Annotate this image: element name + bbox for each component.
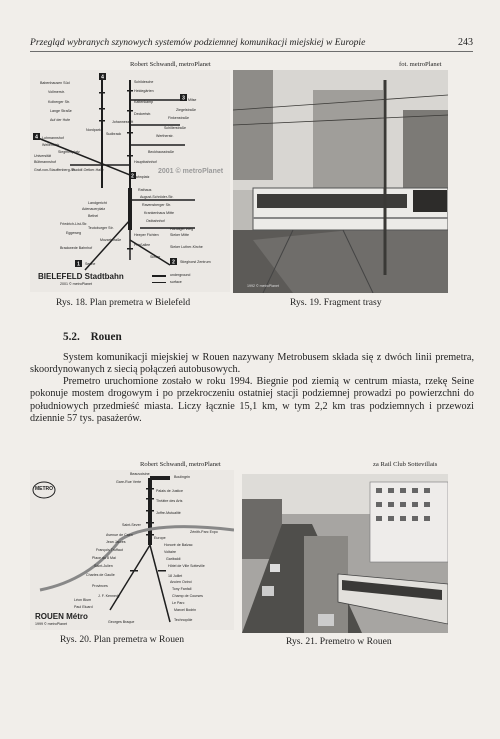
legend-underground: underground: [170, 273, 191, 277]
station-label: Sudbrack: [106, 132, 122, 136]
window: [376, 488, 382, 493]
station-label: Hauptbahnhof: [134, 160, 157, 164]
window: [412, 516, 418, 521]
station-label: Prießallee: [134, 243, 151, 247]
tram-photo: [233, 70, 448, 293]
station-label: Gare-Rue Verte: [116, 480, 142, 484]
legend-surface: surface: [170, 280, 182, 284]
window: [388, 502, 394, 507]
station-label: Ancien Octroi: [170, 580, 192, 584]
line-number: 2: [131, 173, 134, 180]
station-label: Hôtel de Ville Sotteville: [168, 564, 205, 568]
station-label: Provinces: [92, 584, 108, 588]
legend-underground-swatch: [152, 275, 166, 277]
station-label: Eggeweg: [66, 231, 81, 235]
station-label: Friedrich-List-Str.: [60, 222, 88, 226]
station-label: Technopôle: [174, 618, 193, 622]
station-label: Jahnplatz: [134, 175, 150, 179]
station-label: Hartlager Weg: [170, 227, 194, 231]
station-label: Beauvoisine: [130, 472, 150, 476]
station-label: Adenauerplatz: [82, 207, 106, 211]
window: [424, 502, 430, 507]
station-tick: [127, 132, 133, 134]
fig20-caption: Rys. 20. Plan premetra w Rouen: [60, 634, 185, 645]
fig19-caption: Rys. 19. Fragment trasy: [290, 297, 382, 308]
tram-photo-svg: [233, 70, 448, 293]
station-label: Teutoburger Str.: [88, 226, 114, 230]
window: [400, 502, 406, 507]
station-label: Johannesstift: [112, 120, 134, 124]
station-label: Georges Braque: [108, 620, 135, 624]
station-label: Lange Straße: [50, 109, 72, 113]
station-label: Voltaire: [164, 550, 176, 554]
window: [424, 516, 430, 521]
window: [424, 488, 430, 493]
rouen-photo: [242, 474, 448, 633]
station-label: Boulingrin: [174, 475, 190, 479]
station-label: Paul Eluard: [74, 605, 93, 609]
station-label: François Truffaut: [96, 548, 123, 552]
station-tick: [146, 522, 154, 524]
station-label: Finkenstraße: [168, 116, 189, 120]
station-label: Brackwede Bahnhof: [60, 246, 93, 250]
window: [376, 502, 382, 507]
station-label: Schildesche: [134, 80, 154, 84]
station-label: Stieghorst Zentrum: [180, 260, 211, 264]
station-label: Saint-Sever: [122, 523, 141, 527]
station-label: Champ de Courses: [172, 594, 203, 598]
station-tick: [158, 570, 166, 572]
metro-logo-text: METRO: [35, 486, 54, 492]
running-title: Przegląd wybranych szynowych systemów podziemnej komunikacji miejskiej w Europie: [30, 37, 366, 48]
station-label: Jean Jaurès: [106, 540, 126, 544]
fig18-credit: Robert Schwandl, metroPlanet: [130, 61, 211, 68]
map-subtitle: 1999 © metroPlanet: [35, 622, 68, 626]
station-label: Rudolf-Oetker-Halle: [72, 168, 104, 172]
station-label: Europe: [154, 536, 166, 540]
photo-watermark: 1992 © metroPlanet: [247, 284, 280, 288]
station-tick: [127, 90, 133, 92]
station-tick: [99, 92, 105, 94]
fig20-credit: Robert Schwandl, metroPlanet: [140, 461, 221, 468]
station-label: Heeper Fichten: [134, 233, 159, 237]
station-label: Wertherstr.: [156, 134, 174, 138]
running-header: [30, 37, 473, 51]
station-label: Sieker: [150, 255, 161, 259]
car: [318, 614, 334, 626]
station-label: Ravensberger Str.: [142, 203, 171, 207]
line-number: 1: [77, 261, 80, 268]
station-label: Senne: [85, 262, 96, 266]
station-label: Vollmerstr.: [48, 90, 65, 94]
station-label: Auf der Hufe: [50, 118, 71, 122]
map-title: ROUEN Métro: [35, 612, 88, 621]
station-tick: [146, 498, 154, 500]
fig21-credit: za Rail Club Sottevillais: [373, 461, 438, 468]
station-tick: [99, 120, 105, 122]
map-subtitle: 2001 © metroPlanet: [60, 282, 93, 286]
page-number: 243: [458, 37, 473, 48]
paragraph: System komunikacji miejskiej w Rouen nazywany Metrobusem składa się z dwóch linii premetra, skoordynowanych z siecią połączeń autobusowych.: [30, 352, 474, 376]
station-label: Mozartstraße: [100, 238, 122, 242]
station-label: Milse: [188, 98, 197, 102]
station-label: Kolberger Str.: [48, 100, 70, 104]
station-label: Krankenhaus Mitte: [144, 211, 174, 215]
station-tick: [146, 510, 154, 512]
station-label: Ziegelstraße: [176, 108, 196, 112]
trees-right: [403, 110, 448, 200]
section-heading: [63, 331, 122, 343]
station-label: Zénith-Parc Expo: [190, 530, 218, 534]
window: [388, 488, 394, 493]
station-label: Siegfriedplatz: [58, 150, 80, 154]
station-label: Nordpark: [86, 128, 101, 132]
station-label: Joffre-Mutualité: [156, 511, 181, 515]
header-rule: [30, 51, 473, 52]
station-label: Garibaldi: [166, 557, 181, 561]
station-label: Bültmannshof: [34, 160, 56, 164]
window: [400, 516, 406, 521]
bielefeld-map: [30, 70, 230, 292]
window: [412, 488, 418, 493]
station-label: Landgericht: [88, 201, 107, 205]
station-label: Charles de Gaulle: [86, 573, 115, 577]
section-number: 5.2.: [63, 331, 80, 343]
station-label: Le Parc: [172, 601, 185, 605]
line-number: 2: [172, 259, 175, 266]
map-watermark: 2001 © metroPlanet: [158, 168, 224, 175]
station-label: Avenue de Caen: [106, 533, 133, 537]
rouen-map: [30, 470, 234, 630]
station-label: Place du 8 Mai: [92, 556, 116, 560]
fig18-caption: Rys. 18. Plan premetra w Bielefeld: [56, 297, 191, 308]
station-tick: [99, 108, 105, 110]
window: [412, 502, 418, 507]
car: [270, 564, 280, 572]
station-label: August-Schröder-Str.: [140, 195, 174, 199]
car: [262, 586, 274, 596]
section-title: Rouen: [90, 331, 122, 343]
tram-windshield: [413, 190, 447, 212]
station-label: 18 Juillet: [168, 574, 183, 578]
rouen-map-svg: [30, 470, 234, 630]
station-tick: [127, 155, 133, 157]
map-title: BIELEFELD Stadtbahn: [38, 272, 124, 281]
paragraph: Premetro uruchomione zostało w roku 1994. Biegnie pod ziemią w centrum miasta, rzekę Seine pokonuje mostem drogowym i po przekroczeniu ostatniej stacji podziemnej prowadzi po powierzchni do południowych przedmieść miasta. Liczy łącznie 15,1 km, w tym 2,2 km tras podziemnych i przewozi dziennie 57 tys. pasażerów.: [30, 376, 474, 424]
station-label: Honoré de Balzac: [164, 543, 193, 547]
window: [388, 516, 394, 521]
station-tick: [127, 248, 133, 250]
station-label: Deckertstr.: [134, 112, 152, 116]
station-label: Théâtre des Arts: [156, 499, 183, 503]
station-label: Heidegärten: [134, 89, 154, 93]
apartment-building: [370, 482, 448, 562]
station-label: Palais de Justice: [156, 489, 183, 493]
station-tick: [146, 534, 154, 536]
window: [376, 516, 382, 521]
station-label: Bethel: [88, 214, 99, 218]
station-label: Tony Fanfall: [172, 587, 192, 591]
line-georges-braque: [110, 545, 150, 610]
station-label: Léon Blum: [74, 598, 92, 602]
station-label: Wellensiek: [42, 143, 60, 147]
station-label: Lohmannshof: [42, 136, 64, 140]
station-label: Graf-von-Stauffenberg-Str.: [34, 168, 77, 172]
rouen-photo-svg: [242, 474, 448, 633]
station-label: Schillerstraße: [164, 126, 186, 130]
station-label: Babenhausen Süd: [40, 81, 70, 85]
window: [400, 488, 406, 493]
line-number: 3: [182, 95, 185, 102]
river-seine: [40, 527, 234, 590]
station-label: Rathaus: [138, 188, 152, 192]
station-tick: [127, 110, 133, 112]
station-label: Beckhausstraße: [148, 150, 174, 154]
station-label: Marcel Bodrin: [174, 608, 197, 612]
station-tick: [130, 570, 138, 572]
station-label: Universität: [34, 154, 51, 158]
line-number: 4: [101, 74, 104, 81]
line-number: 4: [35, 134, 38, 141]
station-label: Sieker Mitte: [170, 233, 189, 237]
fig19-credit: fot. metroPlanet: [399, 61, 442, 68]
station-label: Ostbahnhof: [146, 219, 165, 223]
fig21-caption: Rys. 21. Premetro w Rouen: [286, 636, 392, 647]
station-tick: [146, 488, 154, 490]
station-label: J. F. Kennedy: [98, 594, 120, 598]
legend-surface-swatch: [152, 282, 166, 283]
station-label: Sieker Luther-Kirche: [170, 245, 203, 249]
station-label: Saint-Julien: [94, 564, 113, 568]
station-label: Kattenkamp: [134, 100, 154, 104]
